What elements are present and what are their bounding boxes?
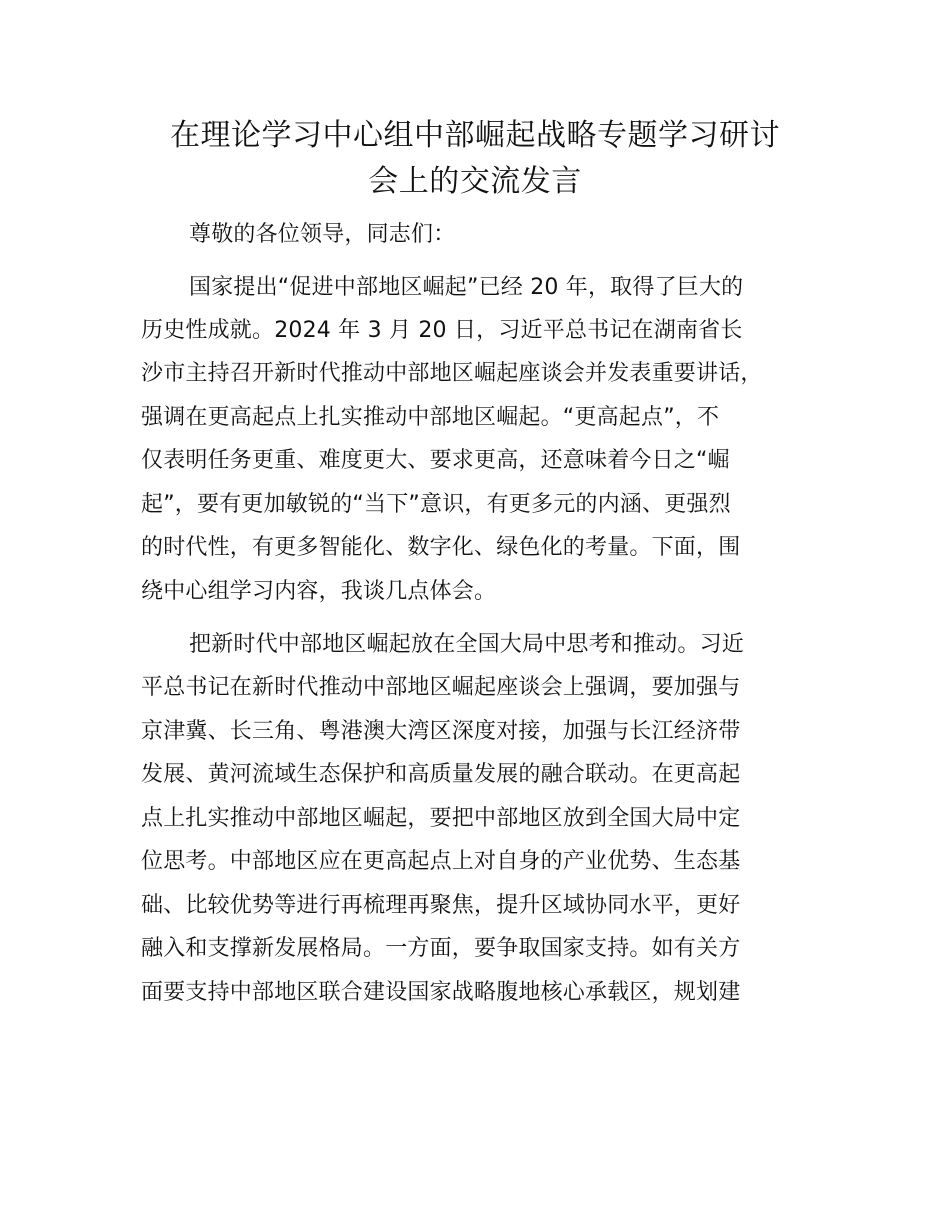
paragraph-2-line-5: 点上扎实推动中部地区崛起，要把中部地区放到全国大局中定 <box>141 806 741 831</box>
paragraph-1-line-6: 起”，要有更加敏锐的“当下”意识，有更多元的内涵、更强烈 <box>141 492 731 517</box>
paragraph-2-line-1: 把新时代中部地区崛起放在全国大局中思考和推动。习近 <box>189 632 745 657</box>
paragraph-1-line-8: 绕中心组学习内容，我谈几点体会。 <box>141 579 497 604</box>
paragraph-1-line-4: 强调在更高起点上扎实推动中部地区崛起。“更高起点”，不 <box>141 405 720 430</box>
salutation: 尊敬的各位领导，同志们： <box>189 222 456 247</box>
paragraph-2-line-6: 位思考。中部地区应在更高起点上对自身的产业优势、生态基 <box>141 849 741 874</box>
paragraph-2-line-7: 础、比较优势等进行再梳理再聚焦，提升区域协同水平，更好 <box>141 893 741 918</box>
paragraph-1-line-3: 沙市主持召开新时代推动中部地区崛起座谈会并发表重要讲话， <box>141 361 763 386</box>
paragraph-1-line-2: 历史性成就。2024 年 3 月 20 日，习近平总书记在湖南省长 <box>141 318 743 343</box>
paragraph-1-line-1: 国家提出“促进中部地区崛起”已经 20 年，取得了巨大的 <box>189 275 744 300</box>
document-title-line-1: 在理论学习中心组中部崛起战略专题学习研讨 <box>170 118 780 153</box>
paragraph-2-line-8: 融入和支撑新发展格局。一方面，要争取国家支持。如有关方 <box>141 936 741 961</box>
paragraph-2-line-3: 京津冀、长三角、粤港澳大湾区深度对接，加强与长江经济带 <box>141 719 741 744</box>
paragraph-2-line-9: 面要支持中部地区联合建设国家战略腹地核心承载区，规划建 <box>141 980 741 1005</box>
paragraph-1-line-5: 仅表明任务更重、难度更大、要求更高，还意味着今日之“崛 <box>141 448 730 473</box>
paragraph-2-line-4: 发展、黄河流域生态保护和高质量发展的融合联动。在更高起 <box>141 762 741 787</box>
paragraph-2-line-2: 平总书记在新时代推动中部地区崛起座谈会上强调，要加强与 <box>141 675 741 700</box>
document-title-line-2: 会上的交流发言 <box>368 164 582 199</box>
paragraph-1-line-7: 的时代性，有更多智能化、数字化、绿色化的考量。下面，围 <box>141 535 741 560</box>
